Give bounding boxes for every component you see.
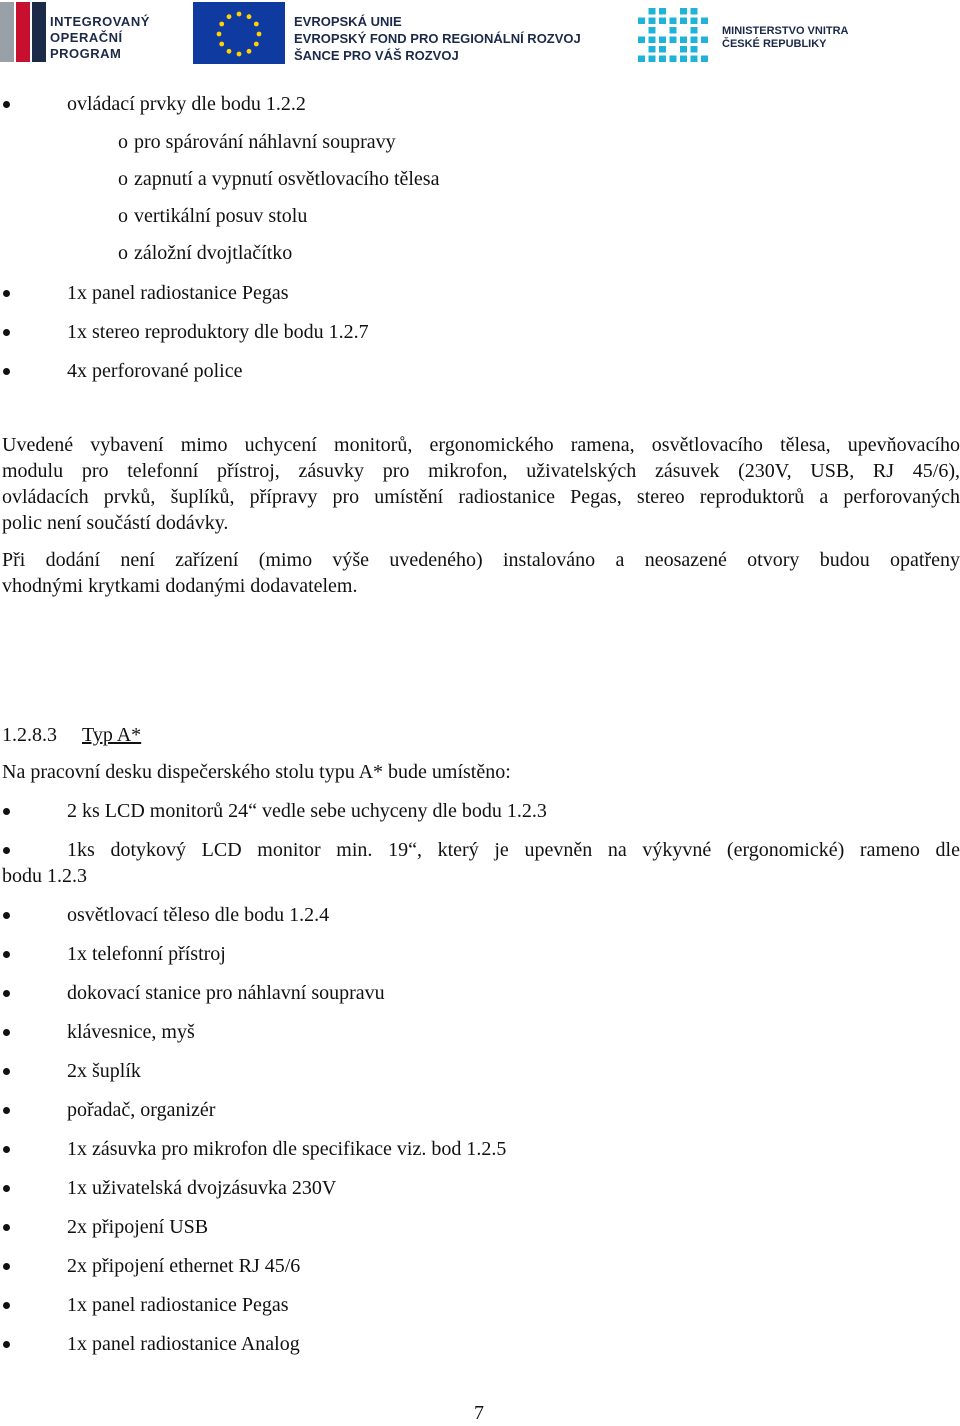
list-item: 2x šuplík — [67, 1060, 141, 1082]
list-item: 2x připojení USB — [67, 1216, 209, 1238]
logo-dot — [649, 18, 656, 25]
list-item: 1x panel radiostanice Analog — [67, 1333, 300, 1355]
logo-dot — [670, 27, 677, 34]
sub-bullet-icon: o — [118, 242, 128, 264]
sub-bullet-icon: o — [118, 205, 128, 227]
eu-line-1: EVROPSKÁ UNIE — [294, 14, 402, 29]
bullet-icon — [3, 101, 10, 108]
logo-dot — [691, 56, 698, 63]
list-item-continuation: bodu 1.2.3 — [2, 865, 87, 887]
bullet-icon — [3, 912, 10, 919]
bullet-icon — [3, 1029, 10, 1036]
logo-dot — [701, 37, 708, 44]
logo-dot — [649, 8, 656, 15]
bullet-icon — [3, 847, 10, 854]
logo-dot — [649, 56, 656, 63]
sub-list-item: záložní dvojtlačítko — [134, 242, 293, 264]
logo-dot — [670, 18, 677, 25]
iop-logo — [0, 0, 170, 66]
sub-list-item: zapnutí a vypnutí osvětlovacího tělesa — [134, 168, 440, 190]
logo-dot — [691, 8, 698, 15]
logo-dot — [680, 46, 687, 53]
logo-dot — [649, 27, 656, 34]
bullet-icon — [3, 808, 10, 815]
mv-text — [722, 25, 849, 51]
list-item: 4x perforované police — [67, 360, 243, 382]
paragraph-line: ovládacích prvků, šuplíků, přípravy pro umístění radiostanice Pegas, stereo reproduktorů a perforovaných — [2, 486, 960, 508]
logo-dot — [659, 18, 666, 25]
paragraph-line: Při dodání není zařízení (mimo výše uvedeného) instalováno a neosazené otvory budou opatřeny — [2, 549, 960, 571]
bullet-icon — [3, 368, 10, 375]
iop-line-1: INTEGROVANÝ — [50, 14, 150, 29]
logo-dot — [691, 46, 698, 53]
mv-logo-icon — [636, 6, 714, 64]
eu-line-3: ŠANCE PRO VÁŠ ROZVOJ — [294, 48, 459, 63]
bullet-icon — [3, 1146, 10, 1153]
list-item: 1x telefonní přístroj — [67, 943, 226, 965]
bullet-icon — [3, 1263, 10, 1270]
logo-dot — [638, 56, 645, 63]
sub-list-item: vertikální posuv stolu — [134, 205, 308, 227]
list-item: ovládací prvky dle bodu 1.2.2 — [67, 93, 306, 115]
logo-dot — [691, 18, 698, 25]
logo-dot — [701, 18, 708, 25]
iop-line-2: OPERAČNÍ — [50, 30, 123, 45]
eu-flag-icon — [193, 2, 285, 64]
sub-list-item: pro spárování náhlavní soupravy — [134, 131, 396, 153]
bullet-icon — [3, 1068, 10, 1075]
bullet-icon — [3, 1107, 10, 1114]
eu-text — [294, 13, 581, 64]
bullet-icon — [3, 1302, 10, 1309]
list-item: 1x zásuvka pro mikrofon dle specifikace viz. bod 1.2.5 — [67, 1138, 507, 1160]
list-item: 1x uživatelská dvojzásuvka 230V — [67, 1177, 337, 1199]
bullet-icon — [3, 951, 10, 958]
bullet-icon — [3, 1224, 10, 1231]
logo-dot — [691, 37, 698, 44]
page-number: 7 — [474, 1402, 484, 1424]
iop-emblem-icon — [0, 0, 50, 66]
logo-dot — [670, 56, 677, 63]
logo-dot — [691, 27, 698, 34]
bullet-icon — [3, 1341, 10, 1348]
section-intro: Na pracovní desku dispečerského stolu typu A* bude umístěno: — [2, 761, 511, 783]
sub-bullet-icon: o — [118, 131, 128, 153]
logo-dot — [701, 56, 708, 63]
logo-dot — [659, 46, 666, 53]
list-item: klávesnice, myš — [67, 1021, 195, 1043]
logo-dot — [638, 37, 645, 44]
logo-dot — [680, 18, 687, 25]
logo-dot — [659, 37, 666, 44]
bullet-icon — [3, 329, 10, 336]
logo-dot — [649, 46, 656, 53]
paragraph-line: polic není součástí dodávky. — [2, 512, 229, 534]
mv-line-1: MINISTERSTVO VNITRA — [722, 25, 849, 37]
list-item: 1ks dotykový LCD monitor min. 19“, který je upevněn na výkyvné (ergonomické) rameno dle — [67, 839, 960, 861]
logo-dot — [649, 37, 656, 44]
list-item: pořadač, organizér — [67, 1099, 216, 1121]
logo-dot — [638, 18, 645, 25]
eu-line-2: EVROPSKÝ FOND PRO REGIONÁLNÍ ROZVOJ — [294, 31, 581, 46]
iop-line-3: PROGRAM — [50, 46, 122, 61]
list-item: 1x panel radiostanice Pegas — [67, 282, 289, 304]
logo-dot — [670, 37, 677, 44]
paragraph-line: vhodnými krytkami dodanými dodavatelem. — [2, 575, 358, 597]
bullet-icon — [3, 290, 10, 297]
logo-dot — [659, 8, 666, 15]
bullet-icon — [3, 990, 10, 997]
list-item: 2x připojení ethernet RJ 45/6 — [67, 1255, 301, 1277]
list-item: dokovací stanice pro náhlavní soupravu — [67, 982, 385, 1004]
paragraph-line: modulu pro telefonní přístroj, zásuvky pro mikrofon, uživatelských zásuvek (230V, USB, RJ 45/6), — [2, 460, 960, 482]
paragraph-equipment-note — [2, 432, 960, 536]
list-item: 1x stereo reproduktory dle bodu 1.2.7 — [67, 321, 369, 343]
list-item: 2 ks LCD monitorů 24“ vedle sebe uchyceny dle bodu 1.2.3 — [67, 800, 547, 822]
logo-dot — [659, 56, 666, 63]
list-item: osvětlovací těleso dle bodu 1.2.4 — [67, 904, 330, 926]
mv-line-2: ČESKÉ REPUBLIKY — [722, 38, 827, 50]
section-number: 1.2.8.3 — [2, 724, 57, 746]
paragraph-delivery-note — [2, 547, 960, 599]
bullet-icon — [3, 1185, 10, 1192]
logo-dot — [680, 37, 687, 44]
paragraph-line: Uvedené vybavení mimo uchycení monitorů, ergonomického ramena, osvětlovacího tělesa, upevňovacího — [2, 434, 960, 456]
section-title: Typ A* — [82, 724, 142, 746]
list-item: 1x panel radiostanice Pegas — [67, 1294, 289, 1316]
logo-dot — [680, 56, 687, 63]
logo-dot — [680, 8, 687, 15]
sub-bullet-icon: o — [118, 168, 128, 190]
